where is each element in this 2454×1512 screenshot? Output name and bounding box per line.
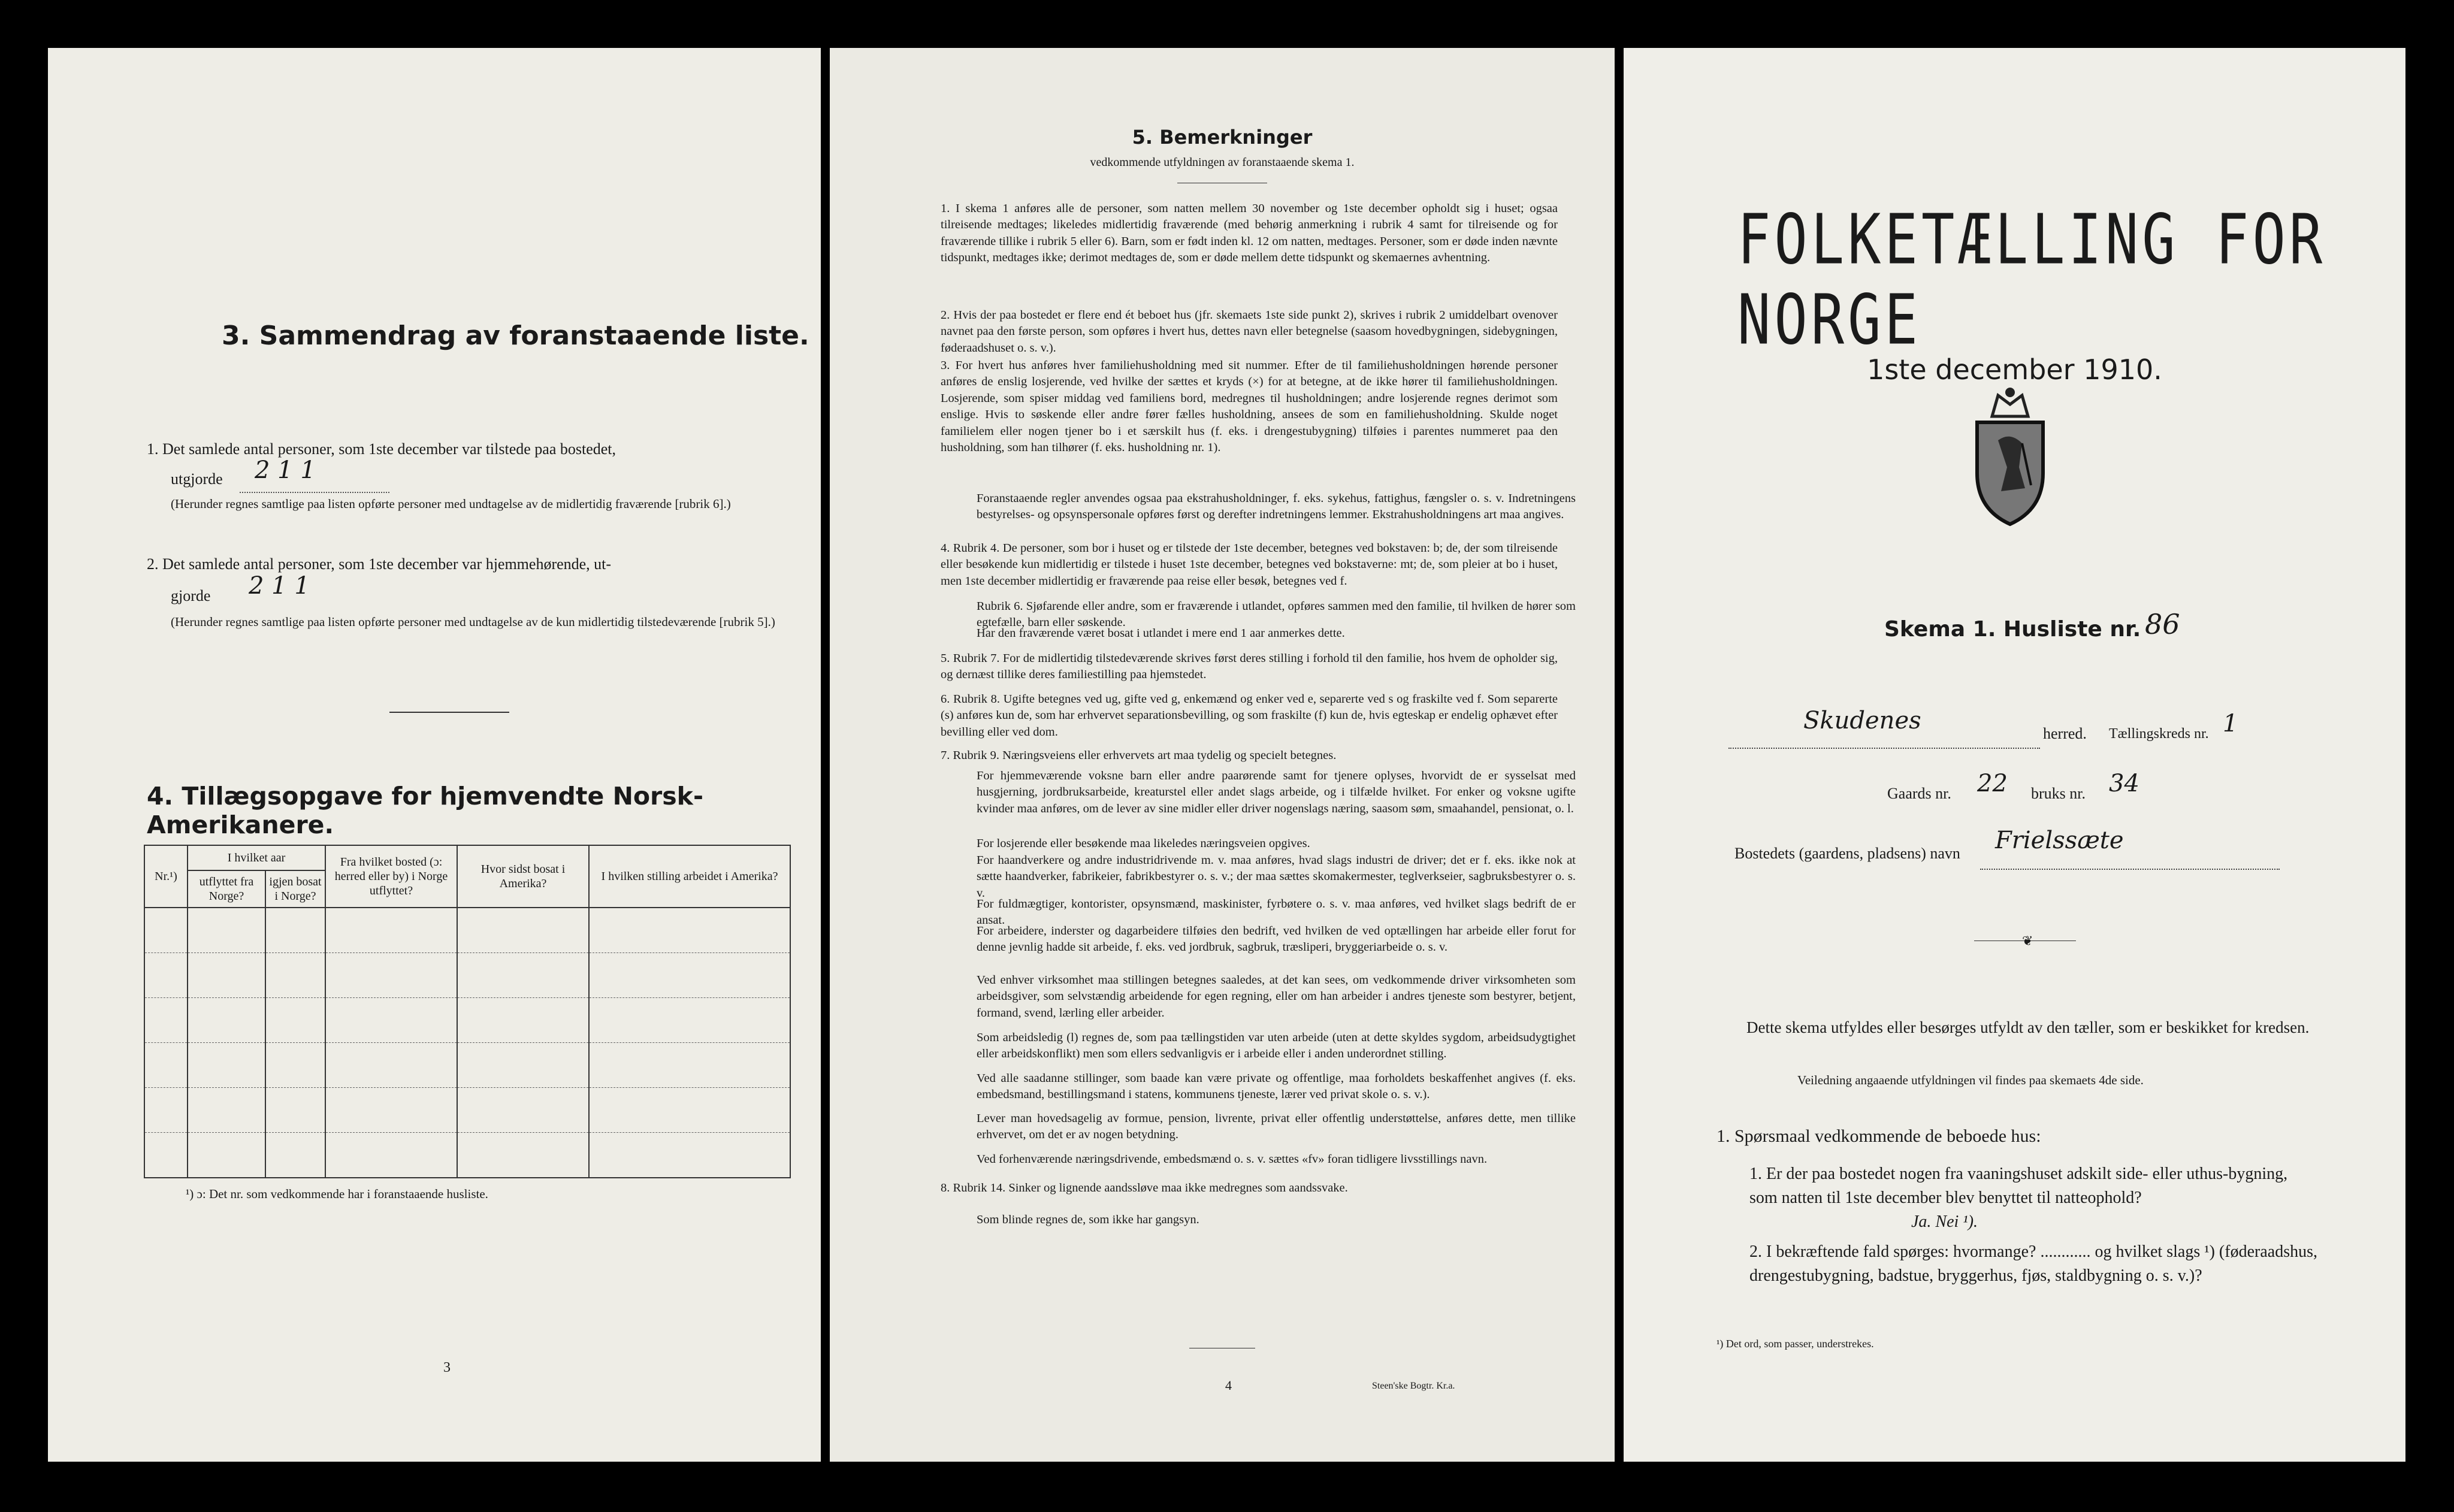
col-stilling: I hvilken stilling arbeidet i Amerika? xyxy=(589,845,790,908)
table-row xyxy=(144,998,790,1043)
remark-item: 4. Rubrik 4. De personer, som bor i huset og er tilstede der 1ste december, betegnes ved bokstaven: b; de, der som tilreisende eller besøkende kun midlertidig er tilstede i huset 1ste december, betegnes ved bokstaverne: mt; de, som pleier at bo i huset, men 1ste december midlertidig er fraværende paa reise eller besøk, betegnes ved f. xyxy=(941,542,1558,588)
question-2: 2. I bekræftende fald spørges: hvormange? ............ og hvilket slags ¹) (føderaadshus, drengestubygning, badstue, bryggerhus, fjøs, staldbygning o. s. v.)? xyxy=(1749,1242,2317,1285)
right-footnote: ¹) Det ord, som passer, understrekes. xyxy=(1716,1338,1874,1350)
skema-label: Skema 1. Husliste nr. xyxy=(1884,617,2141,642)
remark-item: For arbeidere, inderster og dagarbeidere tilføies den bedrift, ved hvilken de ved optællingen har arbeide eller forut for denne jevnlig hadde sit arbeide, f. eks. ved jordbruk, sagbruk, træsliperi, bryggeriarbeide o. s. v. xyxy=(977,924,1576,954)
remarks-subtitle: vedkommende utfyldningen av foranstaaende skema 1. xyxy=(1090,156,1355,169)
remark-item: Ved forhenværende næringsdrivende, embedsmænd o. s. v. sættes «fv» foran tidligere livsstillings navn. xyxy=(977,1153,1488,1166)
remark-item: Ved alle saadanne stillinger, som baade kan være private og offentlige, maa forholdets beskaffenhet angives (f. eks. embedsmand, bestillingsmand i statens, kommunens tjeneste, lærer ved privat skole o. s. v.). xyxy=(977,1072,1576,1102)
table-row xyxy=(144,1133,790,1178)
bosted-value: Frielssæte xyxy=(1995,827,2124,854)
remark-item: 3. For hvert hus anføres hver familiehusholdning med sit nummer. Efter de til familiehusholdningen hørende personer anføres de enslig losjerende, ved hvilke der sættes et kryds (×) for at betegne, at de ikke hører til familiehusholdningen. Losjerende, som spiser middag ved familiens bord, medregnes til husholdningen; andre losjerende regnes derimot som enslige. Hvis to søskende eller andre fører fælles husholdning, ansees de som en familiehusholdning. Skulde noget familielem eller nogen tjener bo i et særskilt hus (f. eks. i drengestubygning) tilføies i parentes nummeret paa den husholdning, som han tilhører (f. eks. husholdning nr. 1). xyxy=(941,359,1558,455)
remark-item: 6. Rubrik 8. Ugifte betegnes ved ug, gifte ved g, enkemænd og enker ved e, separerte ved s og fraskilte ved f. Som separerte (s) anføres kun de, som har erhvervet separationsbevilling, og som fraskilte (f) kun de, hvis egteskap er endelig ophævet efter bevilling eller ved dom. xyxy=(941,693,1558,739)
question-1-answer: Ja. Nei ¹). xyxy=(1911,1212,1978,1231)
item2-label: gjorde xyxy=(171,587,211,604)
item1-value: 2 1 1 xyxy=(255,456,316,484)
col-hvor: Hvor sidst bosat i Amerika? xyxy=(457,845,589,908)
remark-item: Ved enhver virksomhet maa stillingen betegnes saaledes, at det kan sees, om vedkommende driver virksomheten som arbeidsgiver, som selvstændig arbeidende for egen regning, eller om han arbeider i andres tjeneste som bestyrer, betjent, formand, svend, lærling eller arbeider. xyxy=(977,973,1576,1020)
remark-item: 2. Hvis der paa bostedet er flere end ét beboet hus (jfr. skemaets 1ste side punkt 2), skrives i rubrik 2 umiddelbart ovenover navnet paa den første person, som opføres i hvert hus, dettes navn eller betegnelse (saasom hovedbygningen, sidebygningen, føderaadshuset o. s. v.). xyxy=(941,309,1558,355)
page-number-4: 4 xyxy=(1225,1378,1232,1393)
table-footnote: ¹) ɔ: Det nr. som vedkommende har i foranstaaende husliste. xyxy=(186,1187,488,1201)
table-row xyxy=(144,1088,790,1133)
table-row xyxy=(144,953,790,998)
husliste-nr: 86 xyxy=(2145,608,2180,640)
gaards-value: 22 xyxy=(1977,770,2008,797)
remark-item: Foranstaaende regler anvendes ogsaa paa ekstrahusholdninger, f. eks. sykehus, fattighus, fængsler o. s. v. Indretningens bestyrelses- og opsynspersonale opføres først og derefter indretningens lemmer. Ekstrahusholdningens art maa angives. xyxy=(977,492,1576,522)
instruction-2: Veiledning angaaende utfyldningen vil findes paa skemaets 4de side. xyxy=(1797,1073,2144,1087)
page-number-3: 3 xyxy=(443,1360,451,1375)
remark-item: Som blinde regnes de, som ikke har gangsyn. xyxy=(977,1213,1199,1226)
herred-label: herred. xyxy=(2043,725,2087,742)
col-group-aar: I hvilket aar xyxy=(188,845,325,870)
ornament-icon: ❦ xyxy=(2022,933,2033,948)
remark-item: 8. Rubrik 14. Sinker og lignende aandssløve maa ikke medregnes som aandssvake. xyxy=(941,1181,1348,1195)
remarks-title: 5. Bemerkninger xyxy=(1132,126,1313,149)
main-title: FOLKETÆLLING FOR NORGE xyxy=(1737,199,2326,360)
remark-item: Som arbeidsledig (l) regnes de, som paa tællingstiden var uten arbeide (uten at dette skyldes sygdom, arbeidsudygtighet eller arbeidskonflikt) men som ellers sedvanligvis er i arbeide eller i anden underordnet stilling. xyxy=(977,1031,1576,1061)
col-fra: Fra hvilket bosted (ɔ: herred eller by) i Norge utflyttet? xyxy=(325,845,457,908)
section3-title: 3. Sammendrag av foranstaaende liste. xyxy=(222,320,809,351)
remark-item: For losjerende eller besøkende maa likeledes næringsveien opgives. xyxy=(977,837,1310,850)
tillaeg-table xyxy=(144,845,791,1178)
table-row xyxy=(144,908,790,953)
bruks-value: 34 xyxy=(2109,770,2139,797)
kreds-label: Tællingskreds nr. xyxy=(2109,726,2209,742)
remark-item: 7. Rubrik 9. Næringsveiens eller erhvervets art maa tydelig og specielt betegnes. xyxy=(941,749,1337,762)
printer-mark: Steen'ske Bogtr. Kr.a. xyxy=(1372,1381,1455,1391)
remark-item: Rubrik 6. Sjøfarende eller andre, som er fraværende i utlandet, opføres sammen med den familie, til hvilken de hører som egtefælle, barn eller søskende. xyxy=(977,600,1576,630)
gaards-label: Gaards nr. xyxy=(1887,785,1951,802)
herred-value: Skudenes xyxy=(1803,707,1921,734)
item1-label: utgjorde xyxy=(171,470,223,488)
item2-text: 2. Det samlede antal personer, som 1ste december var hjemmehørende, ut- xyxy=(147,555,612,573)
question-1: 1. Er der paa bostedet nogen fra vaaningshuset adskilt side- eller uthus-bygning, som natten til 1ste december blev benyttet til natteophold? xyxy=(1749,1165,2288,1207)
questions-heading: 1. Spørsmaal vedkommende de beboede hus: xyxy=(1716,1126,2041,1146)
item1-text: 1. Det samlede antal personer, som 1ste december var tilstede paa bostedet, xyxy=(147,440,616,458)
col-igjen: igjen bosat i Norge? xyxy=(265,870,325,908)
remark-item: Lever man hovedsagelig av formue, pension, livrente, privat eller offentlig understøttelse, anføres dette, men tillike erhvervet, om det er av nogen betydning. xyxy=(977,1112,1576,1142)
remark-item: For haandverkere og andre industridrivende m. v. maa anføres, hvad slags industri de driver; det er f. eks. ikke nok at sætte haandverker, fabrikeier, fabrikbestyrer o. s. v.; der maa sættes skomakermester, teglverkseier, sagbruksbestyrer o. s. v. xyxy=(977,854,1576,900)
kreds-value: 1 xyxy=(2223,710,2238,737)
remark-item: For hjemmeværende voksne barn eller andre paarørende samt for tjenere oplyses, hvorvidt de er sysselsat med husgjerning, jordbruksarbeide, kreaturstel eller andet slags arbeide, og i tilfælde hvilket. For enker og voksne ugifte kvinder maa anføres, om de lever av sine midler eller driver nogenslags næring, saasom søm, smaahandel, pensionat, o. l. xyxy=(977,769,1576,815)
bruks-label: bruks nr. xyxy=(2031,785,2086,802)
divider xyxy=(389,712,509,713)
remark-item: For fuldmægtiger, kontorister, opsynsmænd, maskinister, fyrbøtere o. s. v. maa anføres, ved hvilket slags bedrift de er ansat. xyxy=(977,897,1576,927)
section4-title: 4. Tillægsopgave for hjemvendte Norsk-Amerikanere. xyxy=(147,782,703,839)
col-utflyttet: utflyttet fra Norge? xyxy=(188,870,265,908)
instruction-1: Dette skema utfyldes eller besørges utfyldt av den tæller, som er beskikket for kredsen. xyxy=(1746,1018,2310,1036)
coat-of-arms-icon xyxy=(1965,383,2055,527)
remark-item: 5. Rubrik 7. For de midlertidig tilstedeværende skrives først deres stilling i forhold til den familie, hos hvem de opholder sig, og dernæst tillike deres familiestilling paa hjemstedet. xyxy=(941,652,1558,682)
page-left xyxy=(48,48,821,1462)
remark-item: Har den fraværende været bosat i utlandet i mere end 1 aar anmerkes dette. xyxy=(977,627,1345,640)
item2-note: (Herunder regnes samtlige paa listen opførte personer med undtagelse av de kun midlertidig tilstedeværende [rubrik 5].) xyxy=(171,615,775,629)
remark-item: 1. I skema 1 anføres alle de personer, som natten mellem 30 november og 1ste december opholdt sig i huset; ogsaa tilreisende medtages; likeledes midlertidig fraværende (med behørig anmerkning i rubrik 4 samt for tilreisende og for fraværende tillike i rubrik 5 eller 6). Barn, som er født inden kl. 12 om natten, medtages. Personer, som er døde inden nævnte tidspunkt, medtages ikke; derimot medtages de, som er døde mellem dette tidspunkt og skemaernes avhentning. xyxy=(941,202,1558,265)
table-row xyxy=(144,1043,790,1088)
page-right xyxy=(1624,48,2405,1462)
item2-value: 2 1 1 xyxy=(249,572,310,600)
page-middle xyxy=(830,48,1615,1462)
census-date: 1ste december 1910. xyxy=(1867,353,2162,386)
bosted-label: Bostedets (gaardens, pladsens) navn xyxy=(1734,845,1960,862)
item1-note: (Herunder regnes samtlige paa listen opførte personer med undtagelse av de midlertidig fraværende [rubrik 6].) xyxy=(171,497,731,511)
col-nr: Nr.¹) xyxy=(144,845,188,908)
